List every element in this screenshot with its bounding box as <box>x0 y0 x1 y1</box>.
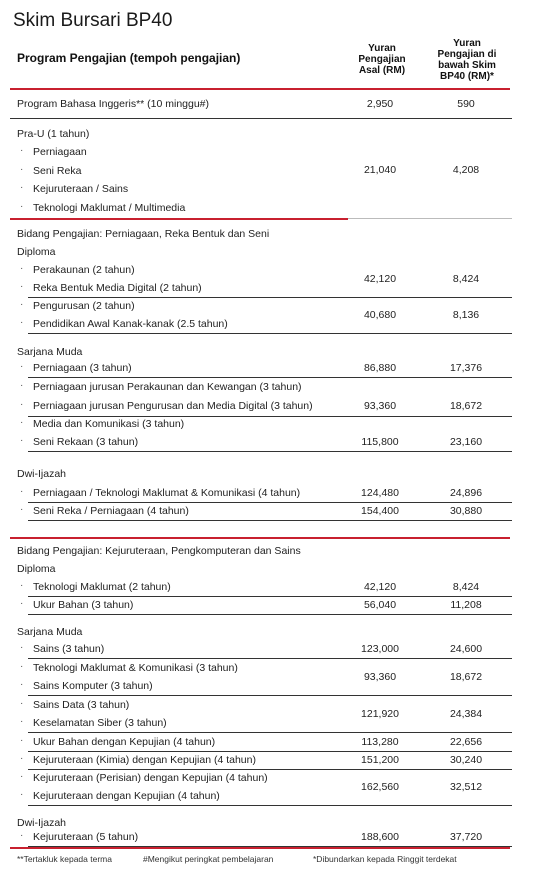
program-label: Pra-U (1 tahun) <box>17 128 90 140</box>
program-item: Keselamatan Siber (3 tahun) <box>33 717 167 729</box>
bullet-icon: · <box>20 753 24 764</box>
bullet-icon: · <box>20 380 24 391</box>
program-item: Teknologi Maklumat / Multimedia <box>33 201 186 214</box>
group-divider <box>28 732 512 733</box>
program-item: Perniagaan / Teknologi Maklumat & Komunikasi (4 tahun) <box>33 487 301 499</box>
fee-value: 86,880 <box>363 362 397 374</box>
program-item: Perniagaan <box>33 146 87 158</box>
section-divider <box>348 218 512 219</box>
footnote-level: #Mengikut peringkat pembelajaran <box>143 854 274 864</box>
fee-value: 113,280 <box>361 736 399 748</box>
field-title: Bidang Pengajian: Perniagaan, Reka Bentuk dan Seni <box>17 228 270 240</box>
bullet-icon: · <box>20 679 24 690</box>
program-item: Perniagaan jurusan Perakaunan dan Kewangan (3 tahun) <box>33 381 302 393</box>
section-divider <box>10 847 510 849</box>
group-divider <box>28 805 512 806</box>
program-label: Program Bahasa Inggeris** (10 minggu#) <box>17 98 210 110</box>
column-header-fee <box>342 43 422 76</box>
bullet-icon: · <box>20 735 24 746</box>
fee-value: 121,920 <box>361 708 399 720</box>
column-header-fee-line: Asal (RM) <box>358 65 406 76</box>
footnote-terms: **Tertakluk kepada terma <box>17 854 112 864</box>
fee-value: 56,040 <box>363 599 397 611</box>
bp40-value: 24,384 <box>449 708 483 720</box>
bullet-icon: · <box>20 486 24 497</box>
fee-value: 21,040 <box>363 164 397 176</box>
fee-value: 42,120 <box>363 273 397 285</box>
program-item: Pendidikan Awal Kanak-kanak (2.5 tahun) <box>33 318 228 330</box>
fee-value: 93,360 <box>363 671 397 683</box>
column-header-fee-line: Pengajian <box>358 54 406 65</box>
fee-value: 40,680 <box>363 309 397 321</box>
column-header-bp40-line: bawah Skim <box>438 60 496 71</box>
bullet-icon: · <box>20 317 24 328</box>
group-divider <box>28 451 512 452</box>
level-label: Dwi-Ijazah <box>17 817 67 829</box>
bullet-icon: · <box>20 281 24 292</box>
bullet-icon: · <box>20 299 24 310</box>
bp40-value: 24,600 <box>449 643 483 655</box>
program-item: Sains Data (3 tahun) <box>33 699 130 711</box>
program-item: Seni Reka / Perniagaan (4 tahun) <box>33 505 189 517</box>
bullet-icon: · <box>20 361 24 372</box>
fee-value: 154,400 <box>361 505 399 517</box>
bp40-value: 18,672 <box>449 400 483 412</box>
program-item: Kejuruteraan (Kimia) dengan Kepujian (4 tahun) <box>33 754 256 766</box>
bp40-value: 17,376 <box>449 362 483 374</box>
bp40-value: 590 <box>457 98 475 110</box>
group-divider <box>28 658 512 659</box>
group-divider <box>28 695 512 696</box>
fee-value: 123,000 <box>361 643 399 655</box>
bp40-value: 4,208 <box>452 164 480 176</box>
section-divider <box>10 537 510 539</box>
bp40-value: 23,160 <box>449 436 483 448</box>
program-item: Kejuruteraan dengan Kepujian (4 tahun) <box>33 790 220 802</box>
group-divider <box>28 769 512 770</box>
bullet-icon: · <box>20 145 24 156</box>
bp40-value: 30,240 <box>449 754 483 766</box>
section-divider <box>10 218 348 220</box>
bullet-icon: · <box>20 182 24 193</box>
bullet-icon: · <box>20 716 24 727</box>
bullet-icon: · <box>20 163 24 175</box>
program-item: Ukur Bahan (3 tahun) <box>33 599 134 611</box>
program-item: Pengurusan (2 tahun) <box>33 300 135 312</box>
fee-value: 93,360 <box>363 400 397 412</box>
level-label: Diploma <box>17 246 56 258</box>
bp40-value: 22,656 <box>449 736 483 748</box>
bullet-icon: · <box>20 417 24 428</box>
bullet-icon: · <box>20 789 24 800</box>
bp40-value: 37,720 <box>449 831 483 843</box>
header-divider <box>10 88 510 90</box>
column-header-program: Program Pengajian (tempoh pengajian) <box>17 51 241 65</box>
bullet-icon: · <box>20 263 24 274</box>
bp40-value: 32,512 <box>449 781 483 793</box>
program-item: Teknologi Maklumat & Komunikasi (3 tahun) <box>33 662 238 674</box>
fee-value: 115,800 <box>361 436 399 448</box>
fee-value: 188,600 <box>361 831 399 843</box>
program-item: Sains (3 tahun) <box>33 643 105 655</box>
program-item: Media dan Komunikasi (3 tahun) <box>33 418 185 430</box>
program-item: Perniagaan jurusan Pengurusan dan Media Digital (3 tahun) <box>33 400 313 412</box>
footnote-rounding: *Dibundarkan kepada Ringgit terdekat <box>313 854 457 864</box>
fee-value: 124,480 <box>361 487 399 499</box>
column-header-bp40-line: Yuran <box>453 38 481 49</box>
bullet-icon: · <box>20 504 24 515</box>
bp40-value: 8,424 <box>452 581 480 593</box>
group-divider <box>28 377 512 378</box>
program-item: Perniagaan (3 tahun) <box>33 362 132 374</box>
bullet-icon: · <box>20 200 24 212</box>
program-item: Sains Komputer (3 tahun) <box>33 680 153 692</box>
bullet-icon: · <box>20 399 24 410</box>
bullet-icon: · <box>20 698 24 709</box>
group-divider <box>28 614 512 615</box>
group-divider <box>28 416 512 417</box>
bp40-value: 8,424 <box>452 273 480 285</box>
program-item: Teknologi Maklumat (2 tahun) <box>33 581 171 593</box>
column-header-bp40-line: BP40 (RM)* <box>440 71 494 82</box>
field-title: Bidang Pengajian: Kejuruteraan, Pengkomputeran dan Sains <box>17 545 301 557</box>
page-title: Skim Bursari BP40 <box>13 10 173 31</box>
program-item: Reka Bentuk Media Digital (2 tahun) <box>33 282 202 294</box>
program-item: Ukur Bahan dengan Kepujian (4 tahun) <box>33 736 216 748</box>
row-divider <box>10 118 512 119</box>
level-label: Sarjana Muda <box>17 346 83 358</box>
bullet-icon: · <box>20 598 24 609</box>
program-item: Seni Rekaan (3 tahun) <box>33 436 139 448</box>
program-item: Kejuruteraan (5 tahun) <box>33 831 139 843</box>
group-divider <box>28 751 512 752</box>
level-label: Dwi-Ijazah <box>17 468 67 480</box>
bullet-icon: · <box>20 771 24 782</box>
group-divider <box>28 596 512 597</box>
bullet-icon: · <box>20 661 24 672</box>
column-header-bp40-line: Pengajian di <box>437 49 497 60</box>
fee-value: 2,950 <box>366 98 394 110</box>
bp40-value: 30,880 <box>449 505 483 517</box>
fee-value: 42,120 <box>363 581 397 593</box>
group-divider <box>28 502 512 503</box>
bp40-value: 11,208 <box>450 599 482 611</box>
group-divider <box>28 520 512 521</box>
group-divider <box>28 333 512 334</box>
fee-value: 151,200 <box>361 754 399 766</box>
bp40-value: 8,136 <box>452 309 480 321</box>
level-label: Sarjana Muda <box>17 626 83 638</box>
program-item: Seni Reka <box>33 164 82 177</box>
column-header-fee-line: Yuran <box>368 43 396 54</box>
program-item: Kejuruteraan / Sains <box>33 183 129 195</box>
bp40-value: 18,672 <box>449 671 483 683</box>
level-label: Diploma <box>17 563 56 575</box>
group-divider <box>28 297 512 298</box>
bullet-icon: · <box>20 580 24 591</box>
bullet-icon: · <box>20 830 24 841</box>
bp40-value: 24,896 <box>449 487 483 499</box>
column-header-bp40 <box>425 38 509 82</box>
bullet-icon: · <box>20 642 24 653</box>
program-item: Kejuruteraan (Perisian) dengan Kepujian (4 tahun) <box>33 772 268 784</box>
bullet-icon: · <box>20 435 24 446</box>
fee-value: 162,560 <box>361 781 399 793</box>
program-item: Perakaunan (2 tahun) <box>33 264 135 276</box>
